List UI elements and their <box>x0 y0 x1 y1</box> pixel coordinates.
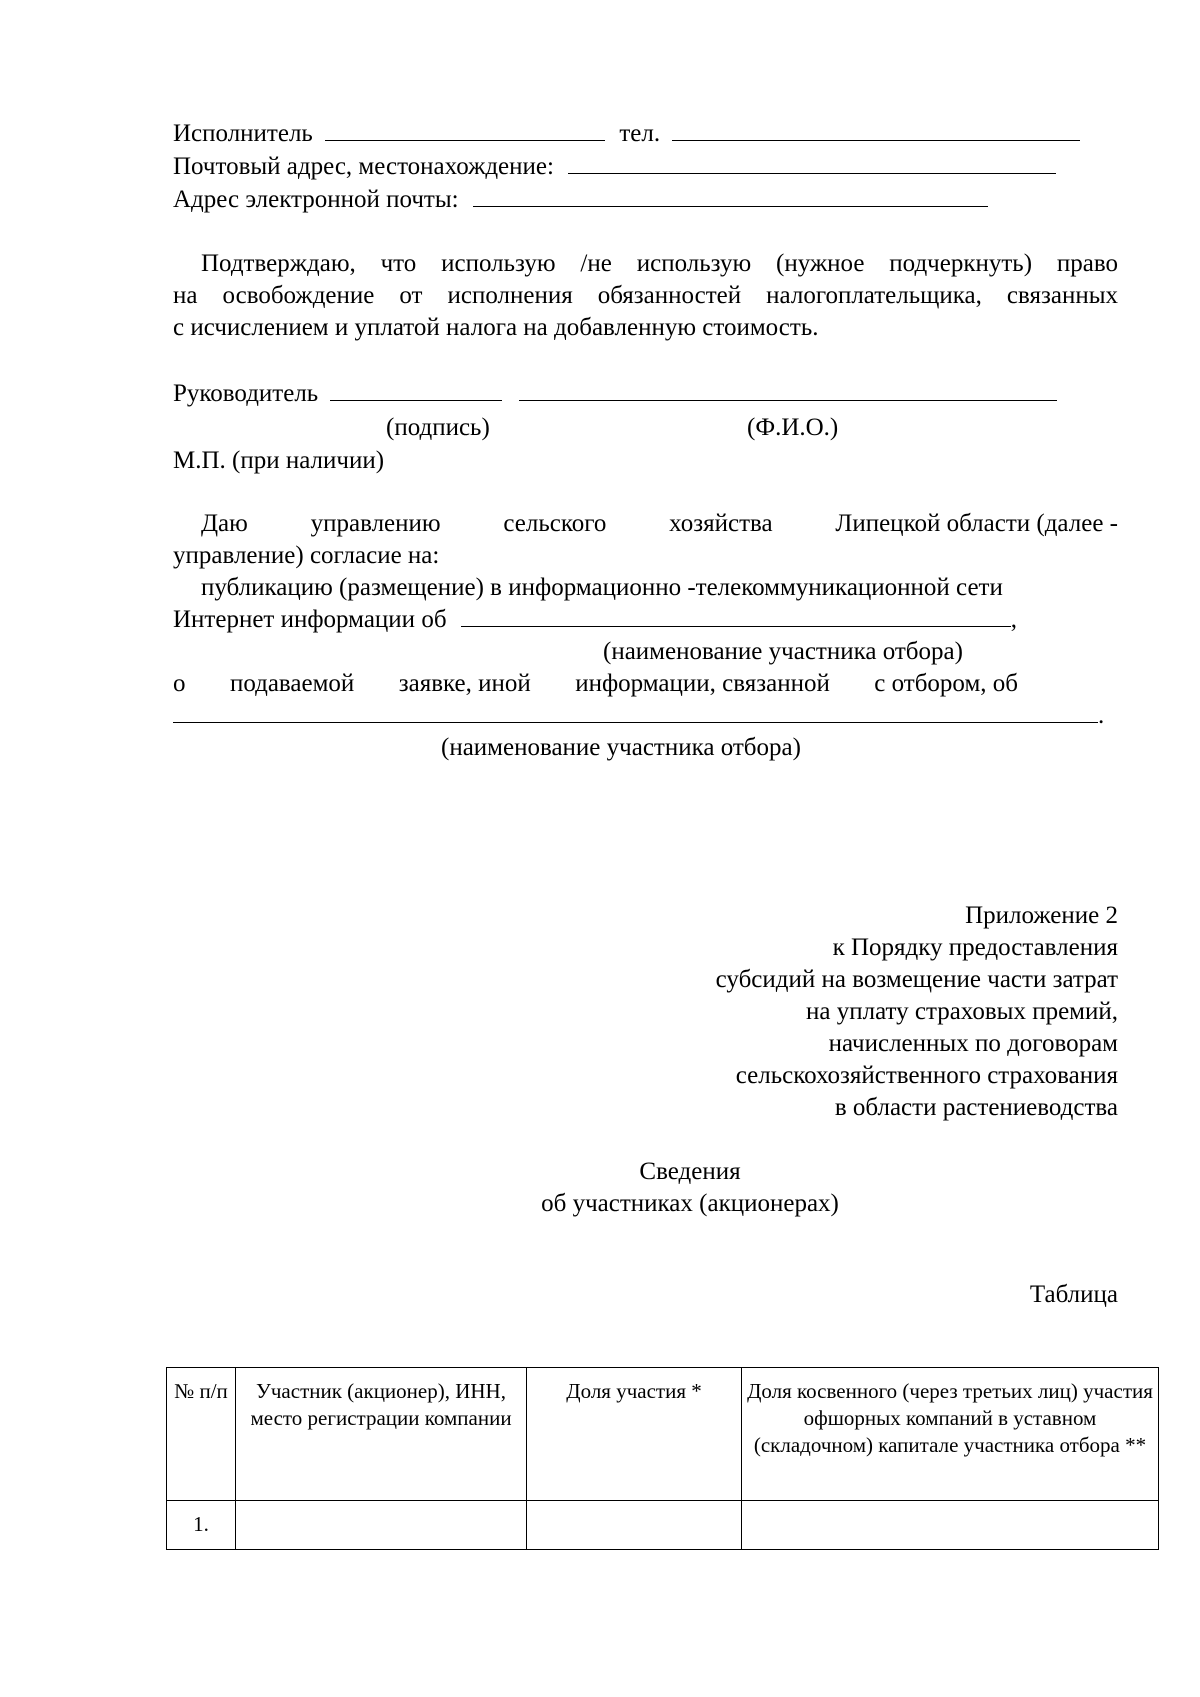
document-title <box>380 1156 1000 1220</box>
appendix-line: начисленных по договорам <box>828 1030 1118 1057</box>
participant-name-field-1[interactable] <box>461 604 1011 627</box>
consent-line-4 <box>173 604 1118 636</box>
title-line-2: об участниках (акционерах) <box>541 1190 839 1217</box>
consent-line-1 <box>173 508 1118 540</box>
consent-line-3: публикацию (размещение) в информационно -телекоммуникационной сети <box>201 574 1003 601</box>
consent-word: управлению <box>310 510 441 537</box>
appendix-line: к Порядку предоставления <box>832 934 1118 961</box>
consent-word: хозяйства <box>669 510 773 537</box>
email-line <box>173 184 988 216</box>
email-label: Адрес электронной почты: <box>173 186 459 213</box>
executor-field[interactable] <box>325 118 605 141</box>
title-line-1: Сведения <box>639 1158 741 1185</box>
header-participant: Участник (акционер), ИНН, место регистрации компании <box>236 1368 527 1501</box>
head-line <box>173 378 1057 410</box>
consent-word: Липецкой области (далее - <box>835 510 1118 537</box>
consent-line-6 <box>173 700 1118 732</box>
participant-name-field-2[interactable] <box>173 700 1098 723</box>
consent-word: Даю <box>201 510 248 537</box>
stamp-text: М.П. (при наличии) <box>173 447 385 474</box>
appendix-line: в области растениеводства <box>834 1094 1118 1121</box>
consent-line-4-text: Интернет информации об <box>173 606 447 633</box>
consent-line-2: управление) согласие на: <box>173 542 440 569</box>
head-label: Руководитель <box>173 380 319 407</box>
postal-field[interactable] <box>568 151 1056 174</box>
table-header-row <box>167 1368 1159 1501</box>
confirmation-line: с исчислением и уплатой налога на добавленную стоимость. <box>173 314 819 341</box>
executor-line <box>173 118 1080 150</box>
consent-word: информации, связанной <box>575 670 830 697</box>
consent-word: подаваемой <box>229 670 355 697</box>
header-share: Доля участия * <box>527 1368 742 1501</box>
period: . <box>1098 702 1105 729</box>
confirmation-paragraph <box>173 248 1118 344</box>
executor-label: Исполнитель <box>173 120 313 147</box>
postal-label: Почтовый адрес, местонахождение: <box>173 153 554 180</box>
table-row <box>167 1501 1159 1550</box>
postal-line <box>173 151 1056 183</box>
signature-field[interactable] <box>330 378 502 401</box>
confirmation-line: Подтверждаю, что использую /не использую (нужное подчеркнуть) право <box>201 250 1118 277</box>
confirmation-line: на освобождение от исполнения обязанностей налогоплательщика, связанных <box>173 282 1118 309</box>
signature-caption: (подпись) <box>386 414 490 441</box>
participants-table <box>166 1367 1159 1550</box>
full-name-field[interactable] <box>519 378 1057 401</box>
appendix-line: Приложение 2 <box>965 902 1118 929</box>
phone-field[interactable] <box>672 118 1080 141</box>
appendix-line: на уплату страховых премий, <box>806 998 1118 1025</box>
comma: , <box>1010 606 1018 633</box>
table-label: Таблица <box>1029 1281 1118 1308</box>
consent-paragraph <box>173 508 1118 764</box>
consent-word: о <box>173 670 186 697</box>
cell-participant[interactable] <box>236 1501 527 1550</box>
phone-label: тел. <box>619 120 661 147</box>
header-offshore-share: Доля косвенного (через третьих лиц) участия офшорных компаний в уставном (складочном) капитале участника отбора ** <box>742 1368 1159 1501</box>
consent-word: с отбором, об <box>874 670 1018 697</box>
cell-number: 1. <box>167 1501 236 1550</box>
participant-caption-1: (наименование участника отбора) <box>603 638 963 665</box>
appendix-line: субсидий на возмещение части затрат <box>715 966 1118 993</box>
appendix-line: сельскохозяйственного страхования <box>735 1062 1118 1089</box>
email-field[interactable] <box>473 184 988 207</box>
name-caption: (Ф.И.О.) <box>747 414 839 441</box>
header-number: № п/п <box>167 1368 236 1501</box>
consent-word: заявке, иной <box>398 670 531 697</box>
cell-share[interactable] <box>527 1501 742 1550</box>
cell-offshore-share[interactable] <box>742 1501 1159 1550</box>
participant-caption-2: (наименование участника отбора) <box>441 734 801 761</box>
appendix-header <box>716 900 1118 1124</box>
consent-line-5 <box>173 668 1018 700</box>
consent-word: сельского <box>503 510 607 537</box>
